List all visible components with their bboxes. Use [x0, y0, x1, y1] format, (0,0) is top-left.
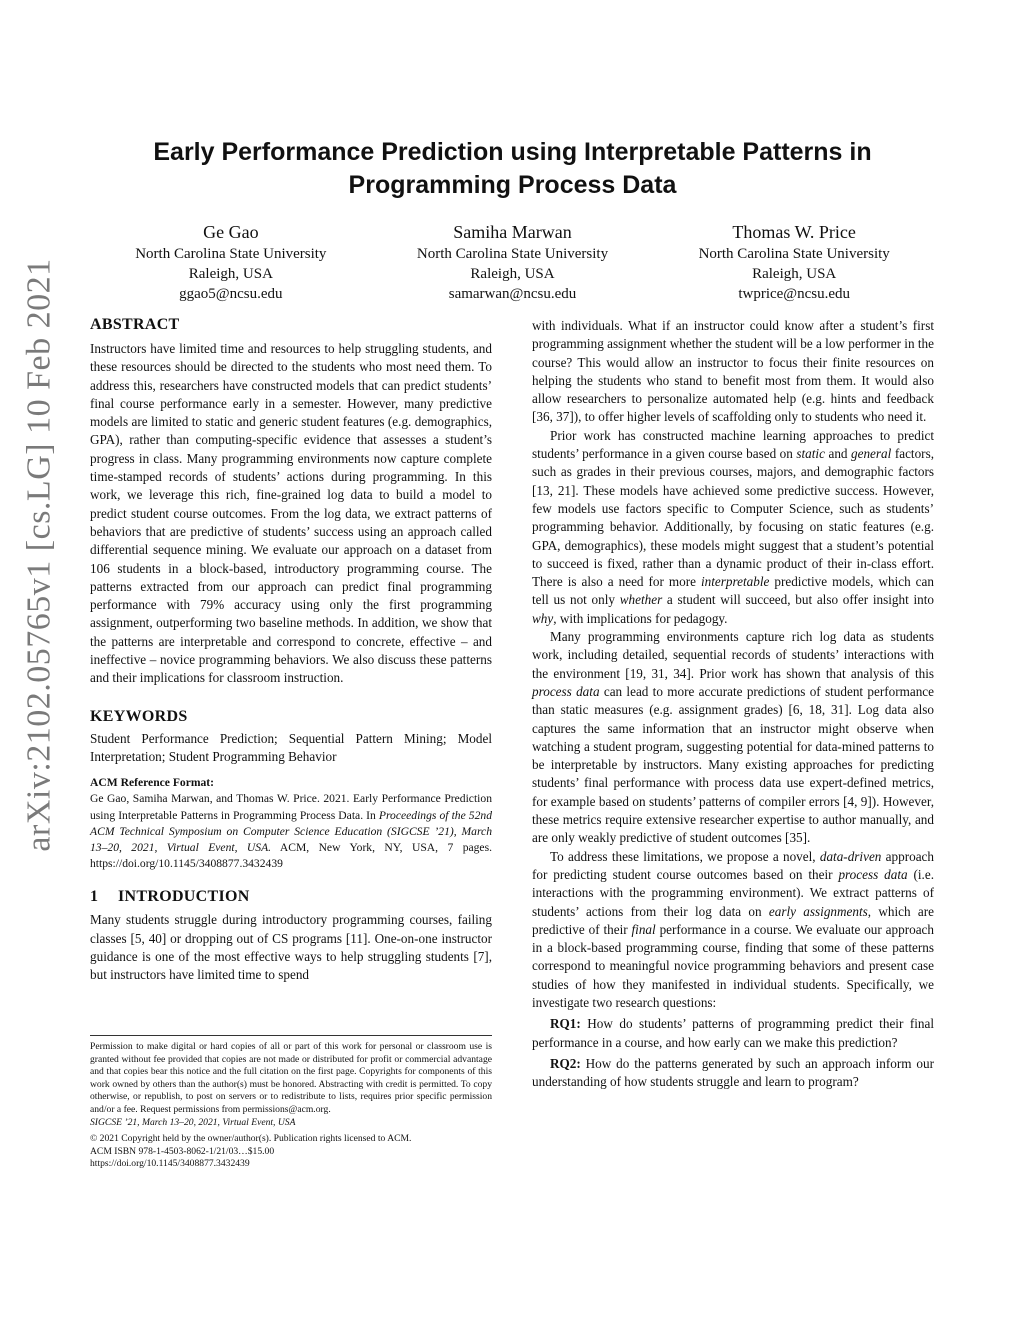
- ref-text-part: ACM, New York, NY, USA, 7 pages. https://doi.org/10.1145/3408877.3432439: [90, 841, 492, 871]
- emphasis: whether: [619, 592, 663, 608]
- author-affiliation: North Carolina State University: [698, 246, 890, 262]
- author-location: Raleigh, USA: [752, 266, 837, 282]
- author-affiliation: North Carolina State University: [135, 246, 327, 262]
- author-email: twprice@ncsu.edu: [738, 286, 851, 302]
- author-email: ggao5@ncsu.edu: [179, 286, 283, 302]
- emphasis: process data: [838, 866, 908, 882]
- arxiv-sidebar: [4, 140, 76, 970]
- text-run: , which are predictive of their: [532, 903, 935, 937]
- emphasis: static: [796, 446, 825, 462]
- intro-paragraph-4: [532, 848, 934, 1013]
- author-2: [372, 220, 654, 304]
- rq-label: RQ2:: [550, 1055, 581, 1071]
- author-3: [653, 220, 935, 304]
- text-run: , with implications for pedagogy.: [553, 610, 728, 626]
- rq-text: How do the patterns generated by such an approach inform our understanding of how students struggle and learn to program?: [532, 1055, 934, 1090]
- emphasis: why: [532, 610, 554, 626]
- author-name: Ge Gao: [203, 222, 259, 242]
- research-question-2: [532, 1055, 934, 1092]
- keywords-heading: KEYWORDS: [90, 707, 188, 725]
- abstract-text: Instructors have limited time and resources to help struggling students, and these resources should be directed to the students who most need them. To address this, researchers have constructed models that can predict students’ final course performance early in a semester. However, many predictive models are limited to static and generic student features (e.g. demographics, GPA), rather than computing-specific evidence that assesses a student’s progress in class. Many programming environments now capture complete time-stamped records of students’ actions during programming. In this work, we leverage this rich, fine-grained log data to build a model to predict student course outcomes. From the log data, we extract patterns of behaviors that are predictive of students’ success using an approach called differential sequence mining. We evaluate our approach on a dataset from 106 students in a block-based, introductory programming course. The patterns extracted from our approach can predict final programming performance with 79% accuracy using only the first programming assignment, outperforming two baseline methods. In addition, we show that the patterns are interpretable and correspond to concrete, effective – and ineffective – novice programming behaviors. We also discuss these patterns and their implications for classroom instruction.: [90, 341, 492, 686]
- author-email: samarwan@ncsu.edu: [448, 286, 577, 302]
- text-run: Many programming environments capture rich log data as students work, including detailed, sequential records of students’ interactions with the environment [19, 31, 34]. Prior work has shown that analysis of this: [532, 629, 934, 681]
- research-question-1: [532, 1015, 934, 1052]
- author-1: [90, 220, 372, 304]
- arxiv-identifier: arXiv:2102.05765v1 [cs.LG] 10 Feb 2021: [21, 258, 58, 852]
- venue-line: SIGCSE ’21, March 13–20, 2021, Virtual Event, USA: [90, 1116, 296, 1128]
- rq-label: RQ1:: [550, 1016, 581, 1032]
- ref-text-part: Ge Gao, Samiha Marwan, and Thomas W. Price. 2021. Early Performance Prediction using Interpretable Patterns in Programming Process Data. In: [90, 792, 492, 822]
- doi-line: https://doi.org/10.1145/3408877.3432439: [90, 1158, 250, 1170]
- left-column: [90, 314, 492, 985]
- text-run: To address these limitations, we propose a novel,: [550, 848, 820, 864]
- emphasis: final: [631, 921, 656, 937]
- text-run: a student will succeed, but also offer insight into: [662, 592, 935, 608]
- author-name: Samiha Marwan: [453, 222, 572, 242]
- emphasis: general: [851, 446, 892, 462]
- publication-meta: [90, 1133, 492, 1171]
- paper-title: [90, 136, 935, 202]
- intro-paragraph-1-continued: with individuals. What if an instructor could know after a student’s first programming assignment whether the student will be a low performer in the course? This would allow an instructor to focus their finite resources on helping the students who stand to benefit most from them. It would also allow researchers to personalize automated help (e.g. hints and feedback [36, 37]), to offer higher levels of scaffolding only to students who need it.: [532, 318, 934, 425]
- emphasis: process data: [532, 683, 600, 699]
- text-run: predictive models, which can tell us not only: [532, 574, 934, 608]
- intro-paragraph-1: Many students struggle during introductory programming courses, failing classes [5, 40] or dropping out of CS programs [11]. One-on-one instructor guidance is one of the most effective ways to help struggling students [7], but instructors have limited time to spend: [90, 912, 492, 983]
- author-location: Raleigh, USA: [188, 266, 273, 282]
- intro-paragraph-2: [532, 427, 934, 628]
- permission-notice: Permission to make digital or hard copies of all or part of this work for personal or classroom use is granted without fee provided that copies are not made or distributed for profit or commercial advantage and that copies bear this notice and the full citation on the first page. Copyrights for components of this work owned by others than the author(s) must be honored. Abstracting with credit is permitted. To copy otherwise, or republish, to post on servers or to redistribute to lists, requires prior specific permission and/or a fee. Request permissions from permissions@acm.org.: [90, 1041, 492, 1115]
- right-column: [532, 317, 934, 1091]
- ref-proceedings: Proceedings of the 52nd ACM Technical Symposium on Computer Science Education (SIGCSE ’21), March 13–20, 2021, Virtual Event, USA.: [90, 808, 492, 855]
- acm-reference-heading: ACM Reference Format:: [90, 776, 215, 790]
- section-title: INTRODUCTION: [118, 888, 250, 906]
- introduction-heading: [90, 886, 492, 908]
- title-line-2: Programming Process Data: [348, 171, 677, 199]
- author-location: Raleigh, USA: [470, 266, 555, 282]
- text-run: approach for predicting student course outcomes based on their: [532, 848, 934, 882]
- intro-paragraph-3: [532, 628, 934, 848]
- emphasis: interpretable: [700, 574, 770, 590]
- emphasis: early assignments: [768, 903, 868, 919]
- text-run: factors, such as grades in their previous courses, majors, and demographic factors [13, 21]. These models have achieved some predictive success. However, few models use factors specific to Computer Science, such as students’ programming behavior. Additionally, by focusing on static features (e.g. GPA, demographics), these models might suggest that a student’s potential to succeed is fixed, rather than a dynamic product of their in-class effort. There is also a need for more: [532, 446, 934, 590]
- isbn-line: ACM ISBN 978-1-4503-8062-1/21/03…$15.00: [90, 1145, 275, 1157]
- text-run: and: [824, 446, 852, 462]
- acm-reference: [90, 775, 492, 872]
- text-run: Prior work has constructed machine learning approaches to predict students’ performance in a given course based on: [532, 427, 934, 462]
- emphasis: data-driven: [819, 848, 882, 864]
- author-block: [90, 220, 935, 304]
- text-run: (i.e. interactions with the programming environment). We extract patterns of students’ actions from their log data on: [532, 866, 934, 919]
- text-run: can lead to more accurate predictions of student performance than static measures (e.g. assignment grades) [6, 18, 31]. Log data also captures the same information that an instructor might observe when watching a student program, suggesting potential for data-mined patterns to be interpretable by instructors. Many existing approaches for predicting students’ final performance with process data use expert-defined metrics, for example based on students’ patterns of compiler errors [4, 9]). However, these metrics require extensive researcher expertise to author manually, and are only weakly predictive of student outcomes [35].: [532, 683, 934, 846]
- acm-reference-text: [90, 791, 492, 872]
- title-line-1: Early Performance Prediction using Interpretable Patterns in: [153, 138, 872, 166]
- rq-text: How do students’ patterns of programming predict their final performance in a course, and how early can we make this prediction?: [532, 1016, 934, 1050]
- author-affiliation: North Carolina State University: [416, 246, 609, 262]
- keywords-text: Student Performance Prediction; Sequential Pattern Mining; Model Interpretation; Student Programming Behavior: [90, 730, 492, 764]
- copyright-line: © 2021 Copyright held by the owner/author(s). Publication rights licensed to ACM.: [90, 1133, 412, 1145]
- copyright-footnote: [90, 1035, 492, 1171]
- text-run: performance in a course. We evaluate our approach in a block-based programming course, finding that some of these patterns correspond to meaningful novice programming behaviors and present case studies of how they manifested in individual students. Specifically, we investigate two research questions:: [532, 921, 934, 1010]
- section-number: 1: [90, 888, 99, 906]
- author-name: Thomas W. Price: [732, 222, 856, 242]
- abstract-heading: ABSTRACT: [90, 316, 180, 333]
